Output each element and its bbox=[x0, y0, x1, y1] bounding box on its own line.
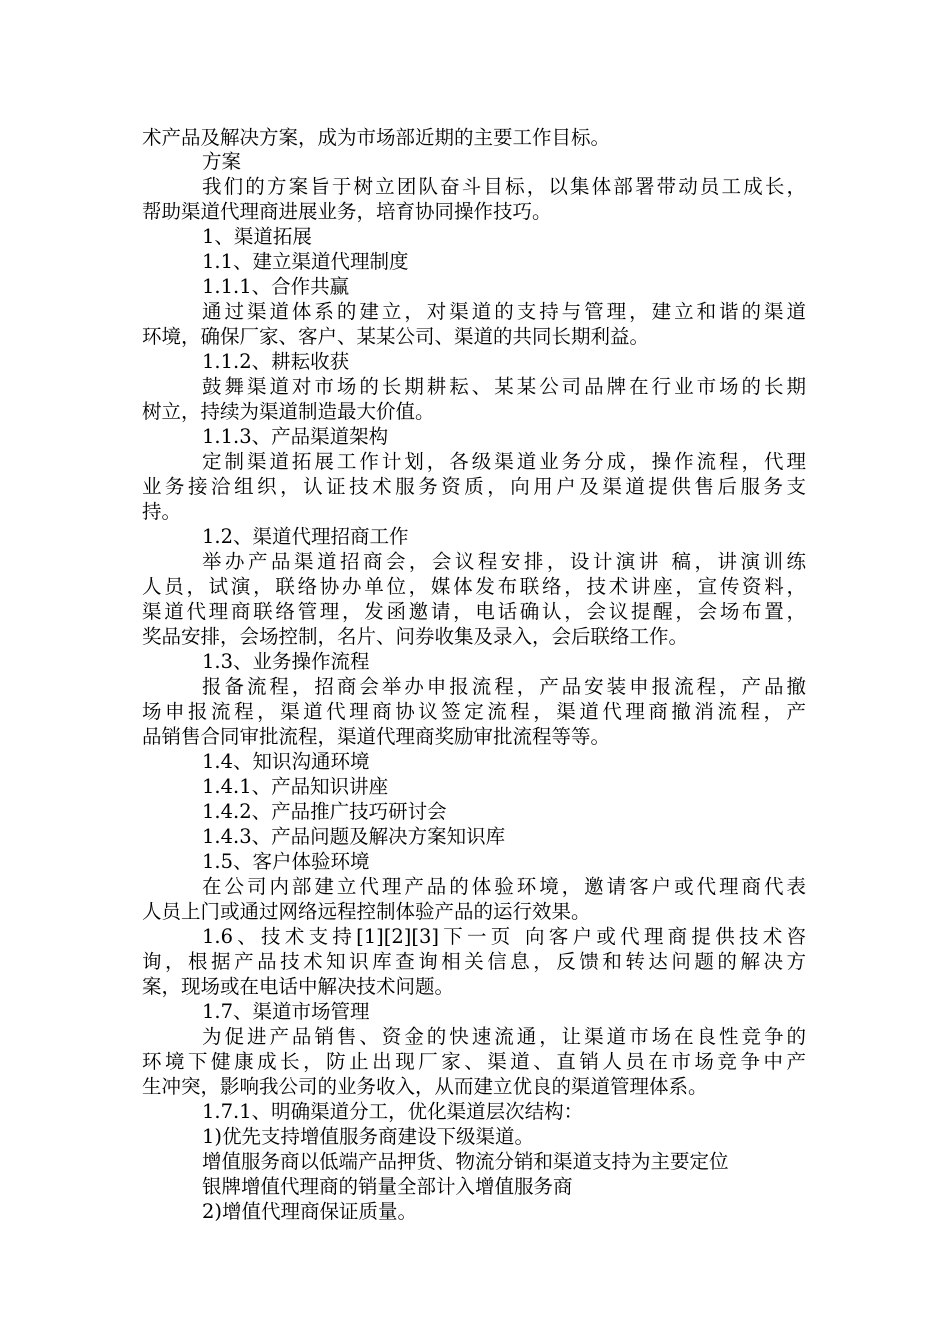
body-line: 案，现场或在电话中解决技术问题。 bbox=[142, 975, 455, 998]
heading: 1.1.3、产品渠道架构 bbox=[202, 425, 389, 448]
body-line: 持。 bbox=[142, 500, 182, 523]
heading: 1.5、客户体验环境 bbox=[202, 850, 370, 873]
body-line: 1)优先支持增值服务商建设下级渠道。 bbox=[202, 1125, 535, 1148]
body-line: 询，根据产品技术知识库查询相关信息，反馈和转达问题的解决方 bbox=[142, 950, 806, 973]
body-line: 在公司内部建立代理产品的体验环境，邀请客户或代理商代表 bbox=[202, 875, 806, 898]
heading: 1.1、建立渠道代理制度 bbox=[202, 250, 409, 273]
body-line: 人员上门或通过网络远程控制体验产品的运行效果。 bbox=[142, 900, 591, 923]
body-line: 为促进产品销售、资金的快速流通，让渠道市场在良性竞争的 bbox=[202, 1025, 806, 1048]
body-line: 举办产品渠道招商会，会议程安排，设计演讲 稿，讲演训练 bbox=[202, 550, 806, 573]
heading: 1.7、渠道市场管理 bbox=[202, 1000, 370, 1023]
body-line: 通过渠道体系的建立，对渠道的支持与管理，建立和谐的渠道 bbox=[202, 300, 806, 323]
body-line: 人员，试演，联络协办单位，媒体发布联络，技术讲座，宣传资料， bbox=[142, 575, 806, 598]
body-line: 渠道代理商联络管理，发函邀请，电话确认，会议提醒，会场布置， bbox=[142, 600, 806, 623]
section-title: 方案 bbox=[202, 150, 242, 173]
body-line: 帮助渠道代理商进展业务，培育协同操作技巧。 bbox=[142, 200, 552, 223]
body-line: 鼓舞渠道对市场的长期耕耘、某某公司品牌在行业市场的长期 bbox=[202, 375, 806, 398]
body-line: 1.6、技术支持[1][2][3]下一页 向客户或代理商提供技术咨 bbox=[202, 925, 806, 948]
body-line: 业务接洽组织，认证技术服务资质，向用户及渠道提供售后服务支 bbox=[142, 475, 806, 498]
body-line: 增值服务商以低端产品押货、物流分销和渠道支持为主要定位 bbox=[202, 1150, 729, 1173]
body-line: 报备流程，招商会举办申报流程，产品安装申报流程，产品撤 bbox=[202, 675, 806, 698]
body-line: 我们的方案旨于树立团队奋斗目标，以集体部署带动员工成长， bbox=[202, 175, 806, 198]
heading: 1.2、渠道代理招商工作 bbox=[202, 525, 409, 548]
body-line: 场申报流程，渠道代理商协议签定流程，渠道代理商撤消流程，产 bbox=[142, 700, 806, 723]
body-line: 银牌增值代理商的销量全部计入增值服务商 bbox=[202, 1175, 573, 1198]
body-line: 生冲突，影响我公司的业务收入，从而建立优良的渠道管理体系。 bbox=[142, 1075, 708, 1098]
body-line: 奖品安排，会场控制，名片、问券收集及录入，会后联络工作。 bbox=[142, 625, 689, 648]
body-line: 2)增值代理商保证质量。 bbox=[202, 1200, 418, 1223]
heading: 1.4.3、产品问题及解决方案知识库 bbox=[202, 825, 506, 848]
body-line: 定制渠道拓展工作计划，各级渠道业务分成，操作流程，代理 bbox=[202, 450, 806, 473]
body-line: 环境，确保厂家、客户、某某公司、渠道的共同长期利益。 bbox=[142, 325, 650, 348]
heading: 1.1.2、耕耘收获 bbox=[202, 350, 350, 373]
body-line: 品销售合同审批流程，渠道代理商奖励审批流程等等。 bbox=[142, 725, 611, 748]
heading: 1.1.1、合作共赢 bbox=[202, 275, 350, 298]
heading: 1.7.1、明确渠道分工，优化渠道层次结构： bbox=[202, 1100, 584, 1123]
heading: 1.4.2、产品推广技巧研讨会 bbox=[202, 800, 447, 823]
body-line: 术产品及解决方案，成为市场部近期的主要工作目标。 bbox=[142, 126, 611, 149]
heading: 1.3、业务操作流程 bbox=[202, 650, 370, 673]
heading: 1、渠道拓展 bbox=[202, 225, 312, 248]
heading: 1.4.1、产品知识讲座 bbox=[202, 775, 389, 798]
heading: 1.4、知识沟通环境 bbox=[202, 750, 370, 773]
body-line: 树立，持续为渠道制造最大价值。 bbox=[142, 400, 435, 423]
body-line: 环境下健康成长，防止出现厂家、渠道、直销人员在市场竞争中产 bbox=[142, 1050, 806, 1073]
